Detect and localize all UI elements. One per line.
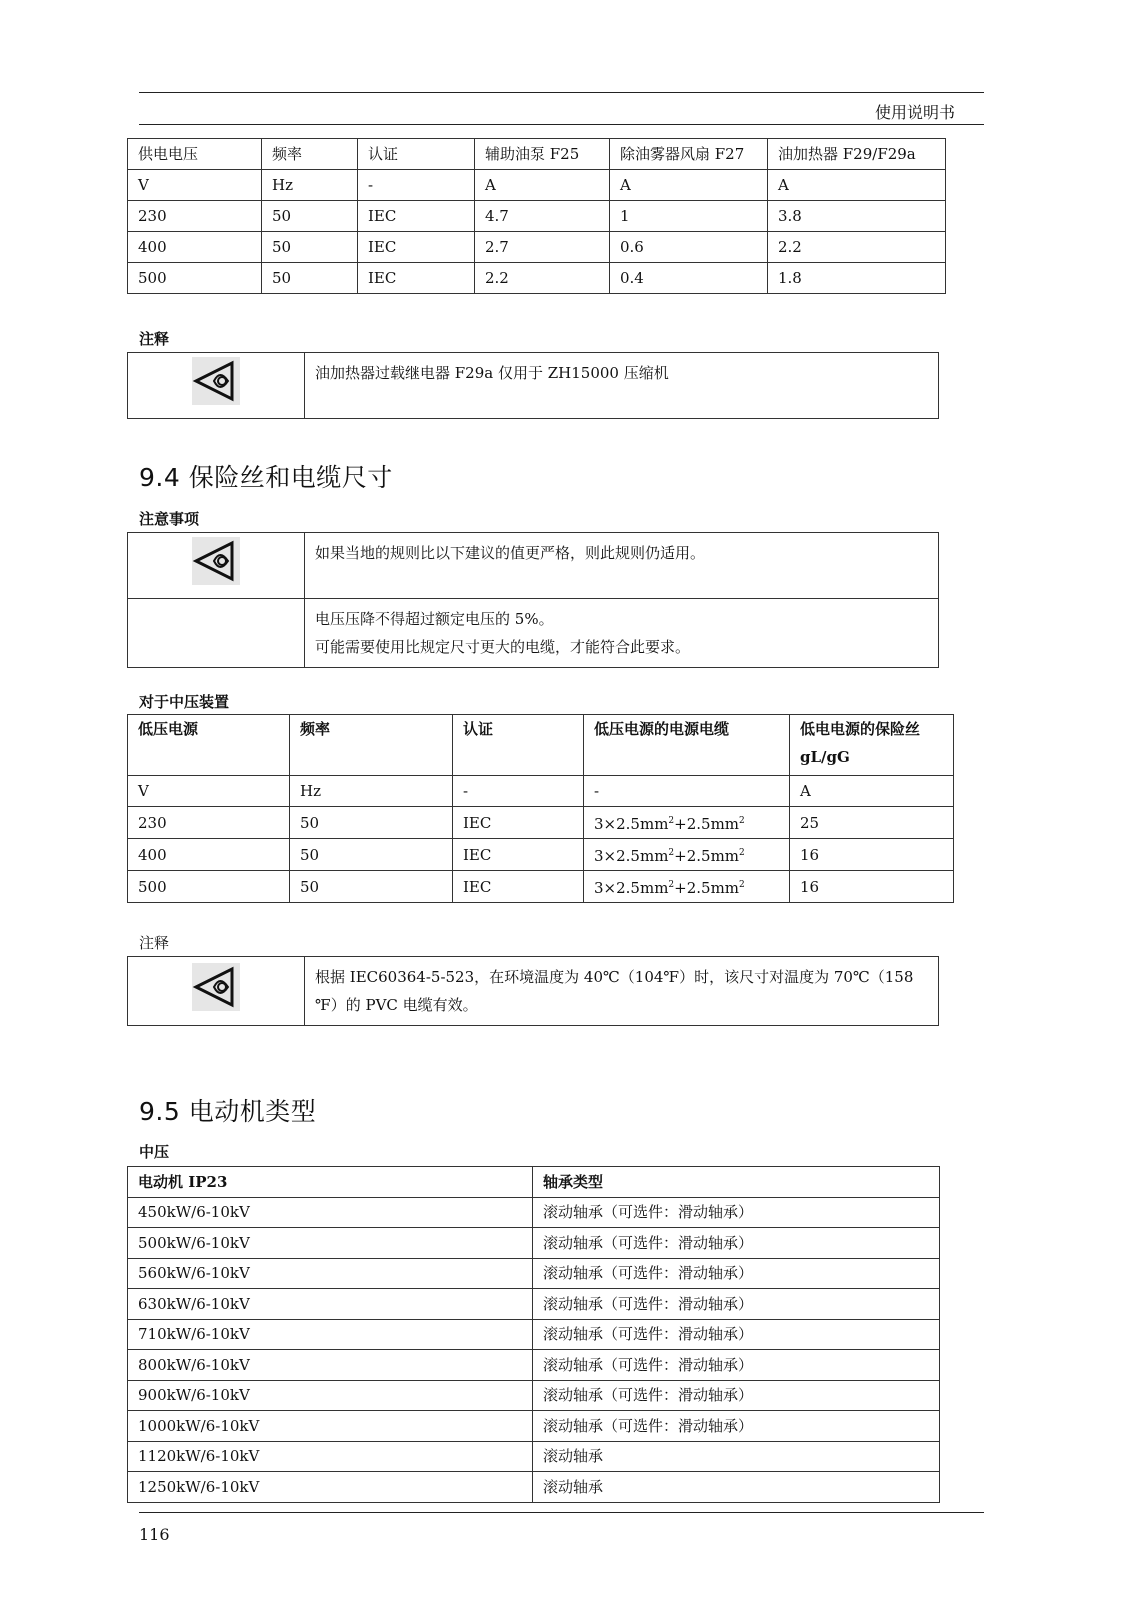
table-header-row: [128, 139, 946, 170]
table-row: [128, 1350, 940, 1381]
table-row: [128, 1380, 940, 1411]
table-cell: -: [584, 776, 790, 807]
table-cell: IEC: [358, 201, 475, 232]
note-label: 注释: [139, 330, 170, 348]
empty-cell: [128, 599, 305, 668]
table-cell: 900kW/6-10kV: [128, 1380, 533, 1411]
table-cell: 1250kW/6-10kV: [128, 1472, 533, 1503]
table-cell: Hz: [290, 776, 453, 807]
table-cell: 滚动轴承（可选件：滑动轴承）: [533, 1380, 940, 1411]
table-cell: 滚动轴承（可选件：滑动轴承）: [533, 1197, 940, 1228]
note-text: 油加热器过载继电器 F29a 仅用于 ZH15000 压缩机: [305, 353, 939, 419]
table-cell: [584, 839, 790, 871]
page-number: 116: [139, 1525, 170, 1544]
caution-label: 注意事项: [139, 510, 200, 528]
table-header-cell: [790, 715, 954, 776]
table-header-cell: 油加热器 F29/F29a: [768, 139, 946, 170]
table-row: [128, 263, 946, 294]
table-cell: 50: [262, 201, 358, 232]
cable-part: 3×2.5mm: [594, 879, 669, 897]
table-cell: 滚动轴承（可选件：滑动轴承）: [533, 1350, 940, 1381]
table-cell: A: [610, 170, 768, 201]
table-header-cell: 辅助油泵 F25: [475, 139, 610, 170]
table-header-cell: 轴承类型: [533, 1167, 940, 1198]
table-cell: 2.2: [768, 232, 946, 263]
table-header-row: [128, 715, 954, 776]
eye-icon: [192, 963, 240, 1011]
table-cell: 滚动轴承（可选件：滑动轴承）: [533, 1258, 940, 1289]
table-row: [128, 1319, 940, 1350]
table-cell: IEC: [453, 807, 584, 839]
cable-part: +2.5mm: [674, 815, 740, 833]
note-line: 根据 IEC60364-5-523，在环境温度为 40℃（104℉）时，该尺寸对温度为 70℃（158: [315, 968, 914, 986]
table-row: [128, 1441, 940, 1472]
table-cell: 1.8: [768, 263, 946, 294]
mv-label: 对于中压装置: [139, 693, 230, 711]
superscript: 2: [668, 880, 675, 890]
table-header-cell: 供电电压: [128, 139, 262, 170]
table-cell: 50: [262, 263, 358, 294]
table-cell: 50: [262, 232, 358, 263]
table-cell: 230: [128, 201, 262, 232]
table-cell: A: [475, 170, 610, 201]
motor-type-table: [127, 1166, 940, 1503]
footer-rule: [139, 1512, 984, 1513]
table-header-row: [128, 1167, 940, 1198]
table-cell: 50: [290, 839, 453, 871]
note-box: [127, 352, 939, 419]
table-cell: 滚动轴承（可选件：滑动轴承）: [533, 1411, 940, 1442]
cable-part: 3×2.5mm: [594, 815, 669, 833]
table-cell: 0.4: [610, 263, 768, 294]
table-cell: 500kW/6-10kV: [128, 1228, 533, 1259]
header-rule: [139, 92, 984, 93]
table-cell: 500: [128, 871, 290, 903]
table-cell: 25: [790, 807, 954, 839]
note-text: [305, 957, 939, 1026]
table-header-cell: 除油雾器风扇 F27: [610, 139, 768, 170]
table-header-cell: 低压电源: [128, 715, 290, 776]
header-line: gL/gG: [800, 748, 850, 766]
table-cell: 4.7: [475, 201, 610, 232]
table-row: [128, 201, 946, 232]
table-cell: IEC: [358, 263, 475, 294]
table-cell: 500: [128, 263, 262, 294]
section-title: 9.5 电动机类型: [139, 1097, 317, 1126]
caution-box: [127, 532, 939, 668]
caution-icon-cell: [128, 533, 305, 599]
table-cell: 3.8: [768, 201, 946, 232]
table-header-cell: 频率: [290, 715, 453, 776]
table-cell: 2.2: [475, 263, 610, 294]
table-cell: 16: [790, 839, 954, 871]
cable-part: +2.5mm: [674, 847, 740, 865]
table-row: [128, 1197, 940, 1228]
section-title: 9.4 保险丝和电缆尺寸: [139, 463, 393, 492]
table-row: [128, 1411, 940, 1442]
table-cell: Hz: [262, 170, 358, 201]
table-cell: 滚动轴承: [533, 1472, 940, 1503]
table-header-cell: 电动机 IP23: [128, 1167, 533, 1198]
table-cell: -: [358, 170, 475, 201]
table-header-cell: 认证: [358, 139, 475, 170]
table-row: [128, 807, 954, 839]
header-line: 低电电源的保险丝: [800, 720, 921, 738]
table-cell: [584, 871, 790, 903]
table-cell: A: [768, 170, 946, 201]
superscript: 2: [739, 848, 745, 858]
table-cell: 1: [610, 201, 768, 232]
table-cell: 560kW/6-10kV: [128, 1258, 533, 1289]
header-title: 使用说明书: [874, 103, 955, 122]
table-header-cell: 低压电源的电源电缆: [584, 715, 790, 776]
table-row: [128, 839, 954, 871]
cable-part: 3×2.5mm: [594, 847, 669, 865]
table-cell: [584, 807, 790, 839]
table-cell: 50: [290, 807, 453, 839]
caution-line: 可能需要使用比规定尺寸更大的电缆，才能符合此要求。: [315, 638, 691, 656]
table-cell: 0.6: [610, 232, 768, 263]
cable-part: +2.5mm: [674, 879, 740, 897]
table-cell: 710kW/6-10kV: [128, 1319, 533, 1350]
table-cell: V: [128, 170, 262, 201]
supply-current-table: [127, 138, 946, 294]
eye-icon: [192, 537, 240, 585]
table-cell: A: [790, 776, 954, 807]
superscript: 2: [739, 816, 745, 826]
caution-text: 如果当地的规则比以下建议的值更严格，则此规则仍适用。: [305, 533, 939, 599]
table-row: [128, 1258, 940, 1289]
table-cell: 1120kW/6-10kV: [128, 1441, 533, 1472]
table-row: [128, 232, 946, 263]
superscript: 2: [739, 880, 745, 890]
table-row: [128, 871, 954, 903]
table-cell: 滚动轴承（可选件：滑动轴承）: [533, 1289, 940, 1320]
superscript: 2: [668, 816, 675, 826]
table-row: [128, 776, 954, 807]
table-cell: 400: [128, 839, 290, 871]
caution-line: 电压压降不得超过额定电压的 5%。: [315, 610, 554, 628]
table-cell: IEC: [453, 839, 584, 871]
fuse-cable-table: [127, 714, 954, 903]
note-line: ℉）的 PVC 电缆有效。: [315, 996, 478, 1014]
superscript: 2: [668, 848, 675, 858]
table-header-cell: 频率: [262, 139, 358, 170]
note-icon-cell: [128, 353, 305, 419]
table-cell: IEC: [453, 871, 584, 903]
table-cell: IEC: [358, 232, 475, 263]
table-cell: V: [128, 776, 290, 807]
table-row: [128, 170, 946, 201]
table-cell: 16: [790, 871, 954, 903]
table-header-cell: 认证: [453, 715, 584, 776]
eye-icon: [192, 357, 240, 405]
table-cell: 1000kW/6-10kV: [128, 1411, 533, 1442]
table-cell: 400: [128, 232, 262, 263]
table-cell: 450kW/6-10kV: [128, 1197, 533, 1228]
table-cell: 230: [128, 807, 290, 839]
table-cell: 滚动轴承（可选件：滑动轴承）: [533, 1228, 940, 1259]
table-row: [128, 1289, 940, 1320]
table-cell: 滚动轴承（可选件：滑动轴承）: [533, 1319, 940, 1350]
table-row: [128, 1472, 940, 1503]
table-cell: 800kW/6-10kV: [128, 1350, 533, 1381]
table-cell: -: [453, 776, 584, 807]
note-label: 注释: [139, 934, 170, 952]
table-cell: 630kW/6-10kV: [128, 1289, 533, 1320]
table-cell: 滚动轴承: [533, 1441, 940, 1472]
table-cell: 2.7: [475, 232, 610, 263]
table-cell: 50: [290, 871, 453, 903]
table-row: [128, 1228, 940, 1259]
note-icon-cell: [128, 957, 305, 1026]
caution-text-2: [305, 599, 939, 668]
sub-label: 中压: [139, 1143, 170, 1161]
header-rule-lower: [139, 124, 984, 125]
note-box: [127, 956, 939, 1026]
